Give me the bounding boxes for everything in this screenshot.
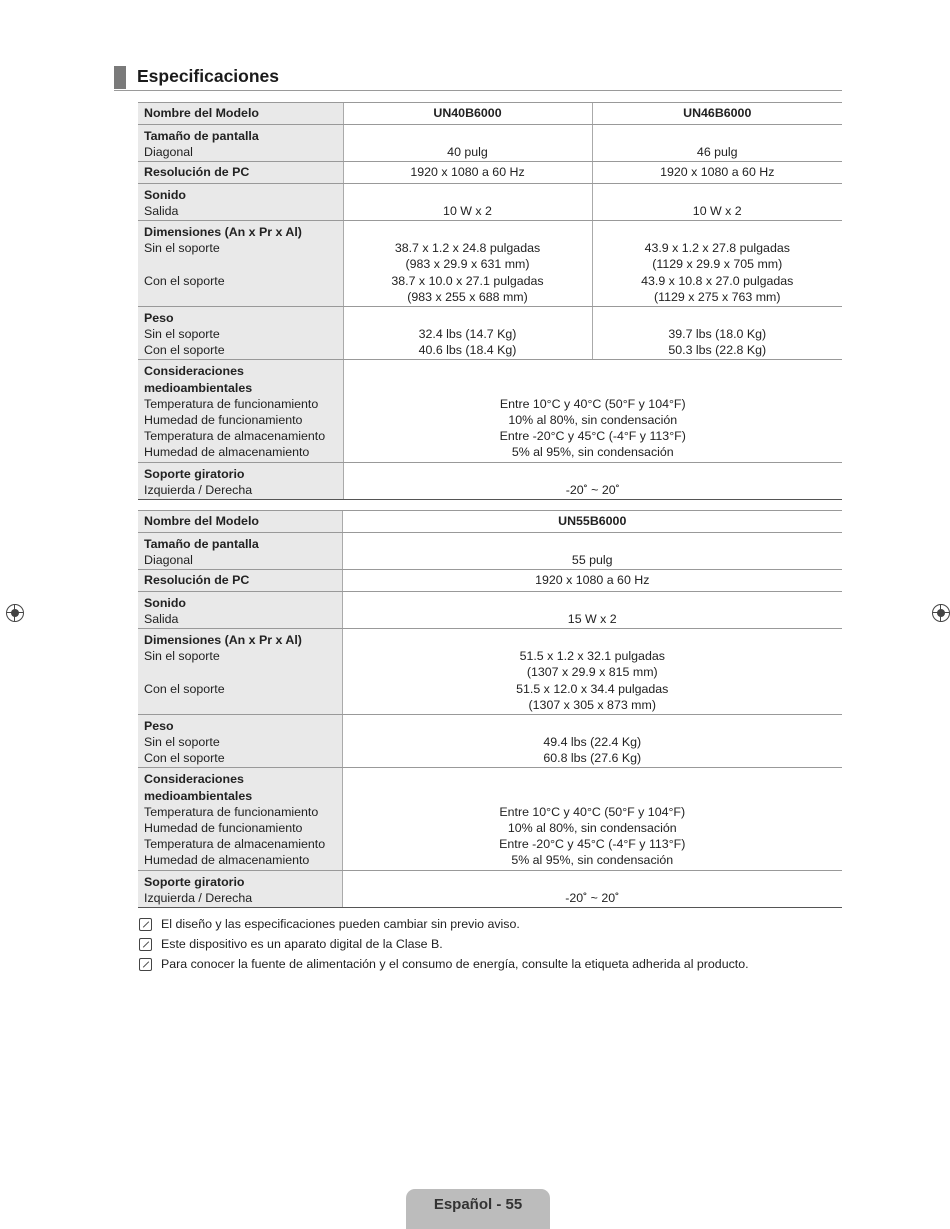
row-sublabel: Humedad de funcionamiento [144, 821, 303, 835]
table-row [138, 220, 842, 306]
cell-value: 5% al 95%, sin condensación [511, 445, 674, 460]
row-label: Dimensiones (An x Pr x Al) [144, 632, 302, 647]
row-sublabel: Temperatura de almacenamiento [144, 429, 326, 444]
note-icon [139, 918, 152, 931]
cell-value: -20˚ ~ 20˚ [565, 482, 620, 497]
cell-value: (983 x 29.9 x 631 mm) [405, 257, 530, 272]
row-sublabel: Sin el soporte [144, 327, 220, 342]
cell-value: 10 W x 2 [443, 203, 492, 218]
cell-value: Entre -20°C y 45°C (-4°F y 113°F) [499, 837, 686, 852]
table-row [138, 628, 842, 714]
table-header-row [138, 103, 842, 125]
row-sublabel: Salida [144, 203, 179, 218]
row-label: Soporte giratorio [144, 874, 245, 889]
spec-table-2 [138, 510, 842, 908]
page-number-tab: Español - 55 [406, 1189, 550, 1229]
cell-value: 51.5 x 1.2 x 32.1 pulgadas [519, 649, 665, 664]
header-label: Nombre del Modelo [138, 103, 343, 125]
row-sublabel: Izquierda / Derecha [144, 890, 253, 905]
note-item [138, 956, 842, 976]
row-label: Consideraciones [144, 772, 244, 787]
table-row [138, 462, 842, 499]
cell-value: Entre 10°C y 40°C (50°F y 104°F) [499, 804, 686, 819]
table-row [138, 533, 842, 570]
table-row [138, 870, 842, 907]
cell-value: 1920 x 1080 a 60 Hz [535, 573, 650, 588]
cell-value: 39.7 lbs (18.0 Kg) [668, 327, 767, 342]
row-label: Tamaño de pantalla [144, 129, 259, 143]
cell-value: 10% al 80%, sin condensación [507, 821, 677, 835]
row-sublabel: Humedad de almacenamiento [144, 445, 310, 460]
table-row [138, 591, 842, 628]
row-sublabel: Diagonal [144, 553, 193, 568]
page-title: Especificaciones [137, 66, 280, 86]
table-row [138, 162, 842, 183]
cell-value: (983 x 255 x 688 mm) [407, 289, 528, 304]
notes-list [138, 916, 842, 975]
cell-value: (1129 x 275 x 763 mm) [654, 289, 781, 304]
model-name: UN55B6000 [342, 511, 842, 533]
cell-value: 55 pulg [571, 553, 613, 568]
cell-value: (1129 x 29.9 x 705 mm) [652, 257, 783, 272]
row-sublabel: Con el soporte [144, 343, 225, 358]
table-row [138, 714, 842, 768]
row-sublabel: Con el soporte [144, 751, 225, 766]
row-sublabel: Izquierda / Derecha [144, 482, 253, 497]
row-sublabel: Con el soporte [144, 273, 225, 288]
table-row [138, 570, 842, 591]
cell-value: 1920 x 1080 a 60 Hz [660, 165, 775, 180]
note-icon [139, 938, 152, 951]
cell-value: 1920 x 1080 a 60 Hz [410, 165, 525, 180]
row-label: Peso [144, 718, 174, 733]
note-item [138, 936, 842, 956]
note-icon [139, 958, 152, 971]
header-label: Nombre del Modelo [138, 511, 342, 533]
row-sublabel: Sin el soporte [144, 649, 220, 664]
cell-value: 38.7 x 1.2 x 24.8 pulgadas [394, 241, 541, 256]
cell-value: 49.4 lbs (22.4 Kg) [543, 735, 642, 750]
spec-table-1 [138, 102, 842, 500]
row-sublabel: Sin el soporte [144, 241, 220, 256]
table-row [138, 768, 842, 870]
registration-mark-icon [932, 604, 950, 622]
table-row [138, 183, 842, 220]
cell-value: 51.5 x 12.0 x 34.4 pulgadas [516, 681, 669, 696]
cell-value: 5% al 95%, sin condensación [511, 853, 674, 868]
table-row [138, 360, 842, 462]
cell-value: (1307 x 305 x 873 mm) [528, 697, 656, 712]
row-sublabel: Temperatura de almacenamiento [144, 837, 326, 852]
table-row [138, 125, 842, 162]
cell-value: 43.9 x 10.8 x 27.0 pulgadas [641, 273, 794, 288]
row-sublabel: Diagonal [144, 145, 193, 160]
cell-value: 32.4 lbs (14.7 Kg) [418, 327, 517, 342]
row-label: medioambientales [144, 380, 253, 395]
model-name: UN40B6000 [343, 103, 592, 125]
row-label: Resolución de PC [144, 165, 250, 180]
note-text: El diseño y las especificaciones pueden cambiar sin previo aviso. [161, 917, 520, 931]
cell-value: Entre 10°C y 40°C (50°F y 104°F) [499, 396, 686, 411]
table-row [138, 306, 842, 360]
row-label: Peso [144, 310, 174, 325]
row-label: Sonido [144, 187, 186, 202]
row-sublabel: Humedad de funcionamiento [144, 413, 303, 427]
cell-value: 50.3 lbs (22.8 Kg) [668, 343, 767, 358]
table-header-row [138, 511, 842, 533]
row-label: Soporte giratorio [144, 466, 245, 481]
row-label: medioambientales [144, 788, 253, 803]
cell-value: 10 W x 2 [692, 203, 742, 218]
note-text: Este dispositivo es un aparato digital de la Clase B. [161, 936, 443, 951]
row-sublabel: Salida [144, 611, 179, 626]
cell-value: 10% al 80%, sin condensación [508, 413, 678, 427]
cell-value: 40.6 lbs (18.4 Kg) [418, 343, 517, 358]
cell-value: 60.8 lbs (27.6 Kg) [543, 751, 642, 766]
row-label: Consideraciones [144, 364, 244, 379]
row-label: Dimensiones (An x Pr x Al) [144, 224, 302, 239]
cell-value: 38.7 x 10.0 x 27.1 pulgadas [391, 273, 544, 288]
cell-value: (1307 x 29.9 x 815 mm) [526, 665, 658, 680]
row-label: Resolución de PC [144, 573, 250, 588]
note-item [138, 916, 842, 936]
row-sublabel: Con el soporte [144, 681, 225, 696]
row-sublabel: Sin el soporte [144, 735, 220, 750]
cell-value: Entre -20°C y 45°C (-4°F y 113°F) [499, 429, 686, 444]
row-sublabel: Humedad de almacenamiento [144, 853, 310, 868]
section-marker [114, 66, 126, 89]
cell-value: 46 pulg [696, 145, 738, 160]
model-name: UN46B6000 [592, 103, 842, 125]
note-text: Para conocer la fuente de alimentación y el consumo de energía, consulte la etiqueta adherida al producto. [161, 956, 749, 971]
row-sublabel: Temperatura de funcionamiento [144, 804, 319, 819]
row-sublabel: Temperatura de funcionamiento [144, 396, 319, 411]
registration-mark-icon [6, 604, 24, 622]
cell-value: -20˚ ~ 20˚ [565, 890, 620, 905]
section-header [114, 66, 842, 91]
cell-value: 40 pulg [447, 145, 488, 160]
row-label: Tamaño de pantalla [144, 537, 259, 551]
row-label: Sonido [144, 595, 186, 610]
cell-value: 15 W x 2 [567, 611, 617, 626]
cell-value: 43.9 x 1.2 x 27.8 pulgadas [644, 241, 790, 256]
